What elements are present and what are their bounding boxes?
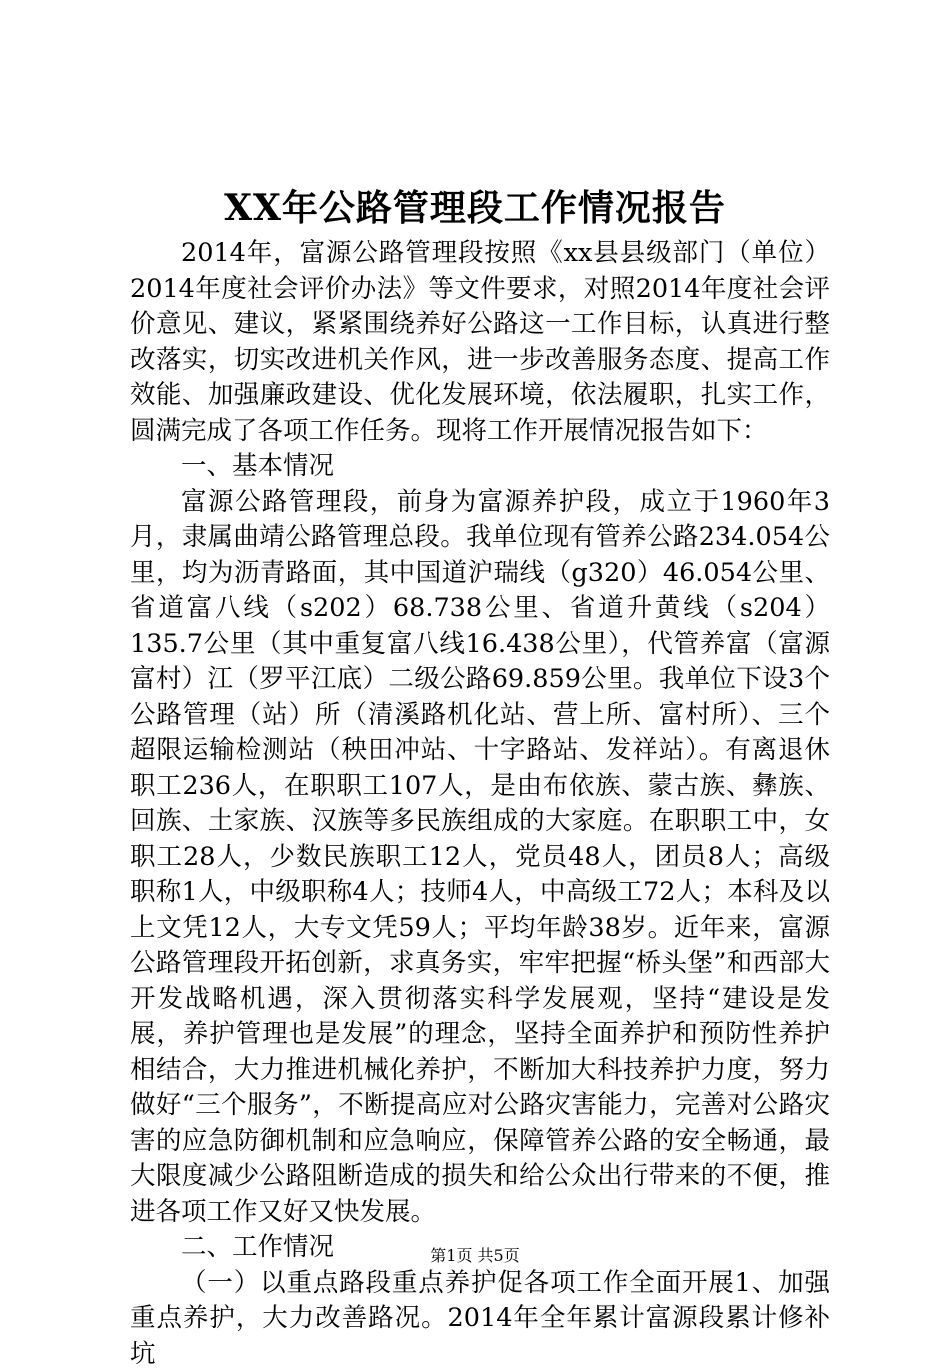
document-title: XX年公路管理段工作情况报告 (0, 186, 950, 230)
intro-paragraph: 2014年，富源公路管理段按照《xx县县级部门（单位）2014年度社会评价办法》等文件要求，对照2014年度社会评价意见、建议，紧紧围绕养好公路这一工作目标，认真进行整改落实，切实改进机关作风，进一步改善服务态度、提高工作效能、加强廉政建设、优化发展环境，依法履职，扎实工作，圆满完成了各项工作任务。现将工作开展情况报告如下： (130, 236, 830, 449)
section-heading-basic: 一、基本情况 (130, 449, 830, 485)
section-heading-work: 二、工作情况 (130, 1230, 830, 1266)
work-paragraph: （一）以重点路段重点养护促各项工作全面开展1、加强重点养护，大力改善路况。2014年全年累计富源段累计修补坑 (130, 1266, 830, 1372)
basic-info-paragraph: 富源公路管理段，前身为富源养护段，成立于1960年3月，隶属曲靖公路管理总段。我单位现有管养公路234.054公里，均为沥青路面，其中国道沪瑞线（g320）46.054公里、省道富八线（s202）68.738公里、省道升黄线（s204）135.7公里（其中重复富八线16.438公里），代管养富（富源富村）江（罗平江底）二级公路69.859公里。我单位下设3个公路管理（站）所（清溪路机化站、营上所、富村所）、三个超限运输检测站（秧田冲站、十字路站、发祥站）。有离退休职工236人，在职职工107人，是由布依族、蒙古族、彝族、回族、土家族、汉族等多民族组成的大家庭。在职职工中，女职工28人，少数民族职工12人，党员48人，团员8人；高级职称1人，中级职称4人；技师4人，中高级工72人；本科及以上文凭12人，大专文凭59人；平均年龄38岁。近年来，富源公路管理段开拓创新，求真务实，牢牢把握“桥头堡”和西部大开发战略机遇，深入贯彻落实科学发展观，坚持“建设是发展，养护管理也是发展”的理念，坚持全面养护和预防性养护相结合，大力推进机械化养护，不断加大科技养护力度，努力做好“三个服务”，不断提高应对公路灾害能力，完善对公路灾害的应急防御机制和应急响应，保障管养公路的安全畅通，最大限度减少公路阻断造成的损失和给公众出行带来的不便，推进各项工作又好又快发展。 (130, 485, 830, 1231)
document-body (130, 236, 830, 1372)
page-footer: 第1页 共5页 (0, 1246, 950, 1266)
